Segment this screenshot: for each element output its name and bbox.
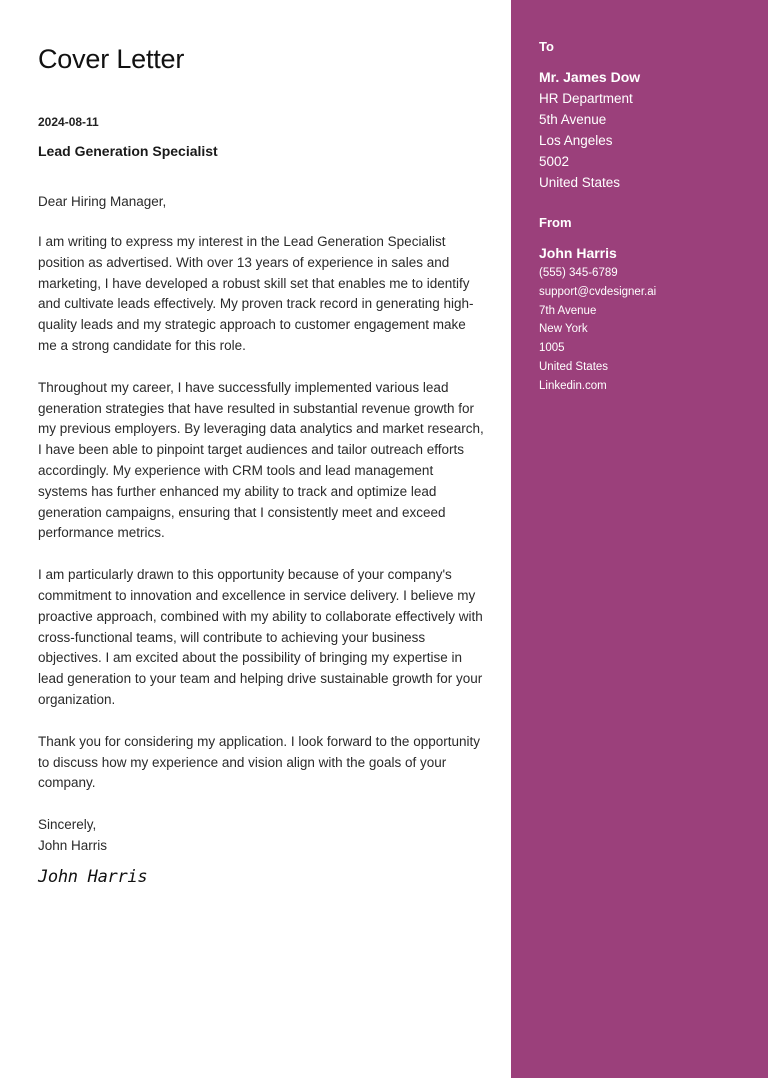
sender-email[interactable]: support@cvdesigner.ai xyxy=(539,285,657,298)
document-title: Cover Letter xyxy=(38,44,185,74)
closing-name: John Harris xyxy=(38,837,108,853)
letter-body xyxy=(38,40,484,887)
paragraph-thanks: Thank you for considering my application. I look forward to the opportunity to discuss how my experience and vision align with the goals of your company. xyxy=(38,733,480,791)
recipient-street: 5th Avenue xyxy=(539,112,607,127)
sender-postal-code: 1005 xyxy=(539,342,565,355)
signature: John Harris xyxy=(38,866,148,887)
recipient-postal-code: 5002 xyxy=(539,154,570,169)
to-heading: To xyxy=(539,39,554,54)
sender-linkedin-link[interactable]: Linkedin.com xyxy=(539,379,607,392)
job-position: Lead Generation Specialist xyxy=(38,143,218,159)
recipient-department: HR Department xyxy=(539,91,633,106)
sender-country: United States xyxy=(539,360,609,373)
closing-block xyxy=(38,815,484,857)
closing-phrase: Sincerely, xyxy=(38,817,97,833)
recipient-city: Los Angeles xyxy=(539,133,613,148)
sender-name: John Harris xyxy=(539,245,617,261)
sidebar-content xyxy=(539,38,759,396)
sender-city: New York xyxy=(539,323,588,336)
letter-date: 2024-08-11 xyxy=(38,115,99,129)
sender-phone[interactable]: (555) 345-6789 xyxy=(539,267,618,279)
recipient-country: United States xyxy=(539,175,621,190)
contact-sidebar xyxy=(511,0,768,1078)
from-heading: From xyxy=(539,215,572,230)
sender-street: 7th Avenue xyxy=(539,304,597,317)
paragraph-motivation: I am particularly drawn to this opportunity because of your company's commitment to innovation and excellence in service delivery. I believe my proactive approach, combined with my ability to collaborate effectively with cross-functional teams, will contribute to achieving your business objectives. I am excited about the possibility of bringing my expertise in lead generation to your team and helping drive sustainable growth for your organization. xyxy=(38,567,483,707)
recipient-name: Mr. James Dow xyxy=(539,69,641,85)
paragraph-intro: I am writing to express my interest in the Lead Generation Specialist position as advertised. With over 13 years of experience in sales and marketing, I have developed a robust skill set that enables me to identify and cultivate leads effectively. My proven track record in generating high-quality leads and my strategic approach to customer engagement make me a strong candidate for this role. xyxy=(38,234,474,353)
greeting: Dear Hiring Manager, xyxy=(38,194,167,209)
paragraph-experience: Throughout my career, I have successfully implemented various lead generation strategies that have resulted in substantial revenue growth for my previous employers. By leveraging data analytics and market research, I have been able to pinpoint target audiences and tailor outreach efforts accordingly. My experience with CRM tools and lead management systems has further enhanced my ability to track and optimize lead generation campaigns, ensuring that I consistently meet and exceed performance metrics. xyxy=(38,379,484,541)
